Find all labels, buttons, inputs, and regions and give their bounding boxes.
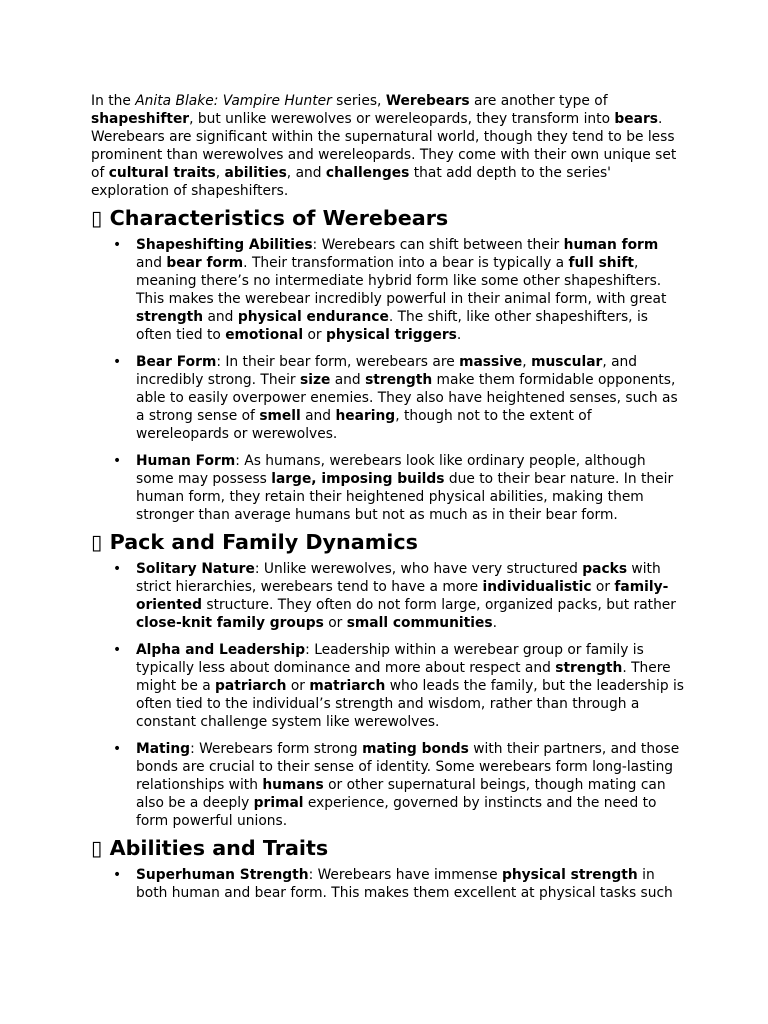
bold-text: strength	[136, 309, 204, 325]
text-run: and	[330, 372, 366, 388]
text-run: , and	[286, 165, 326, 181]
section-heading-text: Abilities and Traits	[109, 836, 329, 860]
bold-text: Bear Form	[136, 354, 217, 370]
text-run: or other supernatural beings, though mating can also be a deeply	[136, 777, 666, 811]
bold-text: humans	[262, 777, 324, 793]
section-heading-abilities-traits	[91, 836, 686, 860]
text-run: . There might be a	[136, 660, 671, 694]
bold-text: mating bonds	[362, 741, 469, 757]
bold-text: emotional	[225, 327, 304, 343]
list-item-bear-form	[91, 353, 686, 443]
bold-text: physical endurance	[237, 309, 389, 325]
heading-glyph: ▯	[91, 206, 103, 230]
bold-text: close-knit family groups	[136, 615, 324, 631]
bold-text: Superhuman Strength	[136, 867, 309, 883]
bold-text: patriarch	[215, 678, 287, 694]
bold-text: bears	[614, 111, 658, 127]
text-run: , though not to the extent of wereleopards or werewolves.	[136, 408, 592, 442]
text-run: , and incredibly strong. Their	[136, 354, 638, 388]
section-heading-characteristics	[91, 206, 686, 230]
bold-text: physical triggers	[325, 327, 457, 343]
bold-text: Shapeshifting Abilities	[136, 237, 313, 253]
bold-text: human form	[563, 237, 659, 253]
bold-text: family-oriented	[136, 579, 669, 613]
pack-family-list	[91, 560, 686, 830]
bold-text: size	[300, 372, 331, 388]
text-run: , meaning there’s no intermediate hybrid form like some other shapeshifters. This makes the werebear incredibly powerful in their animal form, with great	[136, 255, 667, 307]
bold-text: bear form	[166, 255, 244, 271]
bold-text: small communities	[346, 615, 493, 631]
text-run: : As humans, werebears look like ordinary people, although some may possess	[136, 453, 646, 487]
bold-text: physical strength	[501, 867, 638, 883]
intro-paragraph	[91, 92, 686, 200]
text-run: In the	[91, 93, 136, 109]
text-run: : Leadership within a werebear group or family is typically less about dominance and more about respect and	[136, 642, 644, 676]
list-item-solitary-nature	[91, 560, 686, 632]
text-run: .	[492, 615, 497, 631]
bold-text: Alpha and Leadership	[136, 642, 306, 658]
bold-text: abilities	[224, 165, 287, 181]
abilities-traits-list	[91, 866, 686, 902]
bold-text: hearing	[335, 408, 396, 424]
text-run: or	[286, 678, 310, 694]
heading-glyph: ▯	[91, 530, 103, 554]
list-item-alpha-leadership	[91, 641, 686, 731]
text-run: or	[323, 615, 347, 631]
bold-text: large, imposing builds	[271, 471, 445, 487]
bold-text: primal	[253, 795, 304, 811]
list-item-superhuman-strength	[91, 866, 686, 902]
text-run: : Werebears can shift between their	[312, 237, 564, 253]
section-heading-text: Characteristics of Werebears	[109, 206, 449, 230]
bold-text: full shift	[568, 255, 634, 271]
bold-text: Werebears	[385, 93, 470, 109]
bold-text: shapeshifter	[91, 111, 190, 127]
bold-text: strength	[555, 660, 623, 676]
bold-text: smell	[259, 408, 301, 424]
heading-glyph: ▯	[91, 836, 103, 860]
text-run: : Werebears have immense	[308, 867, 502, 883]
text-run: . Their transformation into a bear is typically a	[243, 255, 569, 271]
bold-text: Mating	[136, 741, 191, 757]
text-run: , but unlike werewolves or wereleopards, they transform into	[189, 111, 615, 127]
bold-text: Solitary Nature	[136, 561, 255, 577]
section-heading-pack-family	[91, 530, 686, 554]
bold-text: challenges	[325, 165, 410, 181]
bold-text: Human Form	[136, 453, 236, 469]
text-run: in both human and bear form. This makes them excellent at physical tasks such	[136, 867, 673, 901]
bold-text: matriarch	[309, 678, 386, 694]
text-run: that add depth to the series' exploration of shapeshifters.	[91, 165, 611, 199]
document-page	[91, 92, 686, 911]
text-run: and	[203, 309, 238, 325]
list-item-human-form	[91, 452, 686, 524]
bold-text: strength	[365, 372, 433, 388]
text-run: : Werebears form strong	[190, 741, 363, 757]
characteristics-list	[91, 236, 686, 524]
text-run: : Unlike werewolves, who have very structured	[254, 561, 583, 577]
list-item-shapeshifting-abilities	[91, 236, 686, 344]
text-run: experience, governed by instincts and the need to form powerful unions.	[136, 795, 657, 829]
list-item-mating	[91, 740, 686, 830]
text-run: . The shift, like other shapeshifters, is often tied to	[136, 309, 648, 343]
bold-text: massive	[459, 354, 523, 370]
text-run: ,	[522, 354, 532, 370]
bold-text: muscular	[531, 354, 603, 370]
bold-text: packs	[582, 561, 628, 577]
text-run: make them formidable opponents, able to easily overpower enemies. They also have heightened senses, such as a strong sense of	[136, 372, 678, 424]
text-run: or	[591, 579, 615, 595]
bold-text: individualistic	[482, 579, 592, 595]
text-run: with strict hierarchies, werebears tend to have a more	[136, 561, 661, 595]
text-run: structure. They often do not form large, organized packs, but rather	[202, 597, 676, 613]
text-run: and	[300, 408, 336, 424]
section-heading-text: Pack and Family Dynamics	[109, 530, 418, 554]
text-run: due to their bear nature. In their human form, they retain their heightened physical abilities, making them stronger than average humans but not as much as in their bear form.	[136, 471, 674, 523]
text-run: series,	[331, 93, 386, 109]
text-run: : In their bear form, werebears are	[216, 354, 460, 370]
text-run: with their partners, and those bonds are crucial to their sense of identity. Some werebears form long-lasting relationships with	[136, 741, 680, 793]
text-run: or	[303, 327, 326, 343]
text-run: ,	[215, 165, 225, 181]
italic-text: Anita Blake: Vampire Hunter	[135, 93, 332, 109]
text-run: are another type of	[469, 93, 608, 109]
text-run: .	[456, 327, 462, 343]
text-run: who leads the family, but the leadership is often tied to the individual’s strength and wisdom, rather than through a constant challenge system like werewolves.	[136, 678, 684, 730]
text-run: . Werebears are significant within the supernatural world, though they tend to be less prominent than werewolves and wereleopards. They come with their own unique set of	[91, 111, 677, 181]
text-run: and	[136, 255, 167, 271]
bold-text: cultural traits	[108, 165, 216, 181]
